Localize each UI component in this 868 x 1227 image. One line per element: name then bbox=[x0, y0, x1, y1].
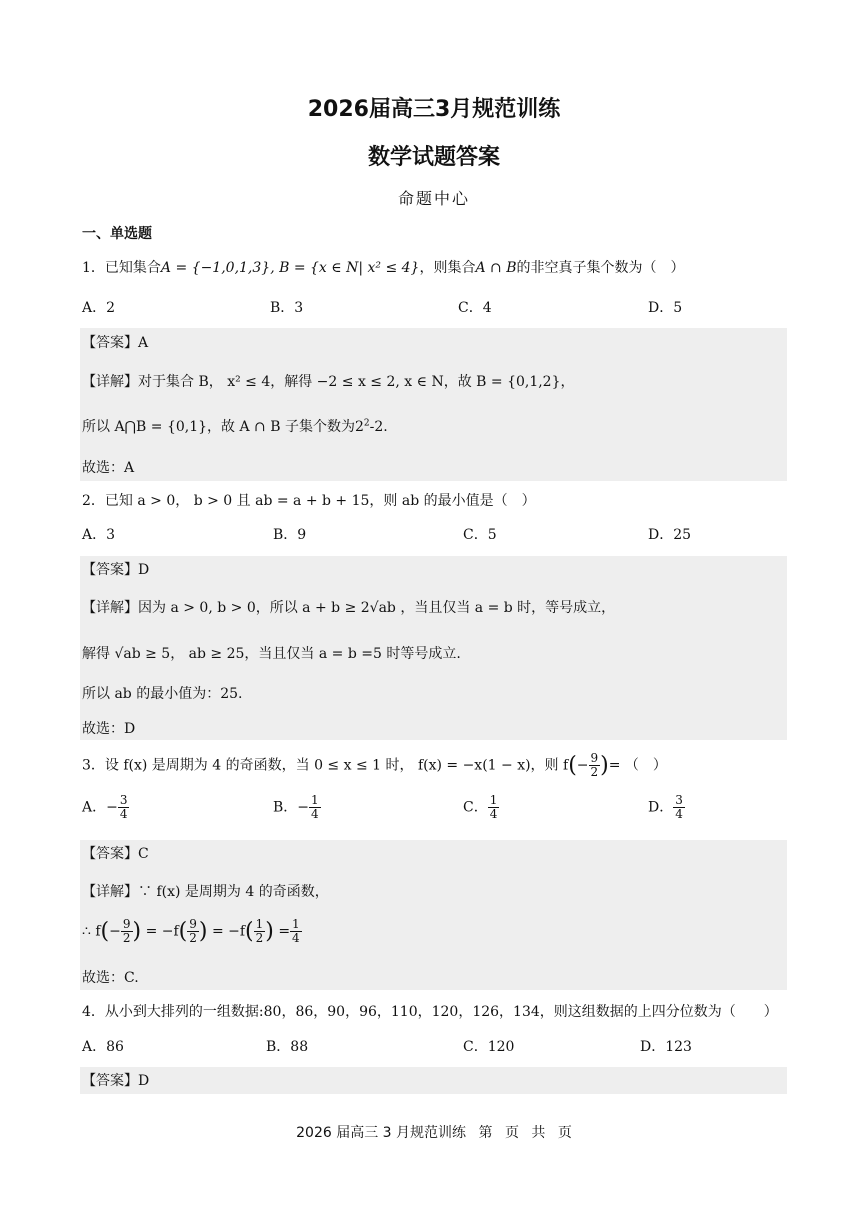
page-footer: 2026 届高三 3 月规范训练 第 页 共 页 bbox=[296, 1125, 572, 1141]
q1-option-a: A．2 bbox=[82, 300, 116, 316]
q2-stem: 2．已知 a > 0， b > 0 且 ab = a + b + 15，则 ab 的最小值是（ ） bbox=[82, 493, 536, 509]
q3-answer-box bbox=[80, 840, 787, 990]
q1-stem: 1．已知集合A = {−1,0,1,3}, B = {x ∈ N| x² ≤ 4}，则集合A ∩ B的非空真子集个数为（ ） bbox=[82, 260, 685, 276]
q1-option-b: B．3 bbox=[270, 300, 304, 316]
q1-detail-2: 所以 A⋂B = {0,1}，故 A ∩ B 子集个数为$2^2-2$. bbox=[82, 418, 388, 435]
document-subtitle: 数学试题答案 bbox=[367, 145, 500, 170]
q2-detail-1: 【详解】因为 a > 0, b > 0，所以 a + b ≥ 2√ab ，当且仅当 a = b 时，等号成立， bbox=[82, 600, 616, 616]
q4-answer-box bbox=[80, 1067, 787, 1094]
q2-detail-2: 解得 √ab ≥ 5， ab ≥ 25，当且仅当 a = b =5 时等号成立. bbox=[82, 646, 461, 662]
q1-option-c: C．4 bbox=[458, 300, 492, 316]
section-heading: 一、单选题 bbox=[82, 226, 152, 242]
document-title: 2026届高三3月规范训练 bbox=[307, 97, 561, 122]
q1-conclusion: 故选：A bbox=[82, 460, 135, 476]
q1-option-d: D．5 bbox=[648, 300, 683, 316]
q4-stem: 4．从小到大排列的一组数据:80，86，90，96，110，120，126，134，则这组数据的上四分位数为（ ） bbox=[82, 1004, 778, 1020]
q3-detail-1: 【详解】∵ f(x) 是周期为 4 的奇函数， bbox=[82, 884, 329, 900]
q2-detail-3: 所以 ab 的最小值为：25. bbox=[82, 686, 243, 702]
q3-option-d: D． $\frac{3}{4}$ bbox=[648, 793, 683, 822]
q3-stem: 3．设 f(x) 是周期为 4 的奇函数，当 0 ≤ x ≤ 1 时， f(x) = −x(1 − x)，则 f(− $\frac{9}{2}$ )= （ ） bbox=[82, 751, 667, 780]
q2-answer: 【答案】D bbox=[82, 562, 150, 578]
q4-option-c: C．120 bbox=[463, 1039, 515, 1055]
q3-conclusion: 故选：C. bbox=[82, 970, 139, 986]
q2-option-b: B．9 bbox=[273, 527, 307, 543]
q1-answer-box bbox=[80, 328, 787, 481]
q3-answer: 【答案】C bbox=[82, 846, 149, 862]
q4-answer: 【答案】D bbox=[82, 1073, 150, 1089]
q3-option-a: A．− $\frac{3}{4}$ bbox=[82, 793, 128, 822]
q3-option-c: C． $\frac{1}{4}$ bbox=[463, 793, 498, 822]
author-line: 命题中心 bbox=[397, 189, 470, 208]
q4-option-b: B．88 bbox=[266, 1039, 309, 1055]
q2-option-d: D．25 bbox=[648, 527, 692, 543]
q1-answer: 【答案】A bbox=[82, 335, 149, 351]
q4-option-d: D．123 bbox=[640, 1039, 692, 1055]
q3-detail-2: ∴ f(− $\frac{9}{2}$ ) = −f( $\frac{9}{2}$ ) = −f( $\frac{1}{2}$ ) = $\frac{1}{4}$ bbox=[82, 917, 300, 946]
q3-option-b: B．− $\frac{1}{4}$ bbox=[273, 793, 319, 822]
q2-option-c: C．5 bbox=[463, 527, 497, 543]
q2-conclusion: 故选：D bbox=[82, 721, 136, 737]
q1-detail-1: 【详解】对于集合 B， x² ≤ 4，解得 −2 ≤ x ≤ 2, x ∈ N，故 B = {0,1,2}， bbox=[82, 374, 575, 390]
q4-option-a: A．86 bbox=[82, 1039, 124, 1055]
q2-option-a: A．3 bbox=[82, 527, 116, 543]
